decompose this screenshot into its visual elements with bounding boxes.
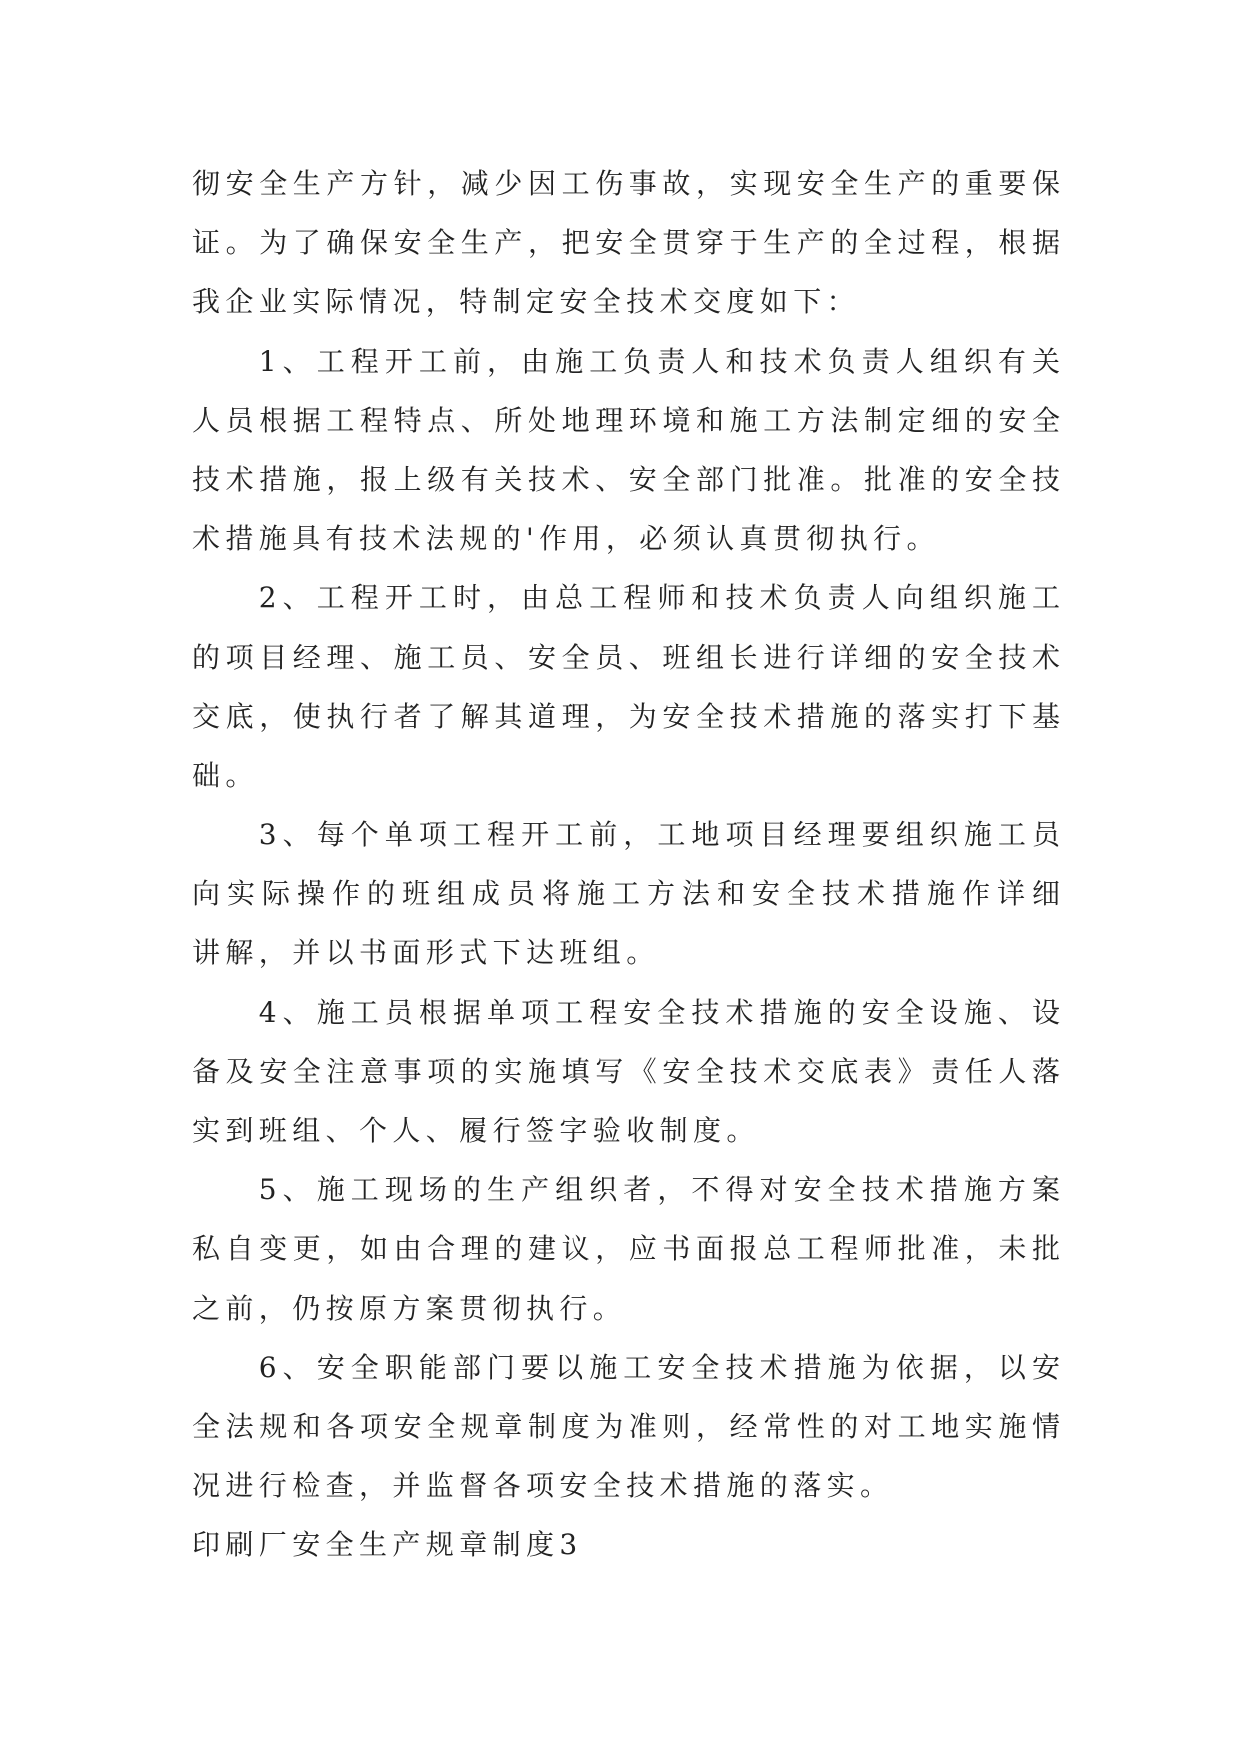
text-line: 6、安全职能部门要以施工安全技术措施为依据，以安 <box>258 1350 1060 1384</box>
text-line: 证。为了确保安全生产，把安全贯穿于生产的全过程，根据 <box>192 226 1060 260</box>
text-line: 的项目经理、施工员、安全员、班组长进行详细的安全技术 <box>192 640 1060 674</box>
text-line: 人员根据工程特点、所处地理环境和施工方法制定细的安全 <box>192 403 1060 437</box>
text-line: 技术措施，报上级有关技术、安全部门批准。批准的安全技 <box>192 462 1060 496</box>
text-line: 4、施工员根据单项工程安全技术措施的安全设施、设 <box>258 995 1060 1029</box>
text-line: 备及安全注意事项的实施填写《安全技术交底表》责任人落 <box>192 1054 1060 1088</box>
text-line: 2、工程开工时，由总工程师和技术负责人向组织施工 <box>258 581 1060 615</box>
text-line: 5、施工现场的生产组织者，不得对安全技术措施方案 <box>258 1173 1060 1207</box>
paragraph-item-1 <box>192 332 1060 569</box>
text-line: 1、工程开工前，由施工负责人和技术负责人组织有关 <box>258 344 1060 378</box>
text-line: 我企业实际情况，特制定安全技术交度如下： <box>192 285 861 319</box>
text-line: 向实际操作的班组成员将施工方法和安全技术措施作详细 <box>192 877 1060 911</box>
text-line: 况进行检查，并监督各项安全技术措施的落实。 <box>192 1469 894 1503</box>
text-line: 之前，仍按原方案贯彻执行。 <box>192 1291 627 1325</box>
text-line: 讲解，并以书面形式下达班组。 <box>192 936 660 970</box>
text-line: 术措施具有技术法规的'作用，必须认真贯彻执行。 <box>192 522 940 556</box>
document-body <box>192 154 1060 1575</box>
text-line: 交底，使执行者了解其道理，为安全技术措施的落实打下基 <box>192 699 1060 733</box>
text-line: 3、每个单项工程开工前，工地项目经理要组织施工员 <box>258 818 1060 852</box>
paragraph-item-3 <box>192 805 1060 983</box>
paragraph-item-2 <box>192 568 1060 805</box>
paragraph-intro <box>192 154 1060 332</box>
text-line: 础。 <box>192 758 259 792</box>
paragraph-item-6 <box>192 1338 1060 1516</box>
text-line: 全法规和各项安全规章制度为准则，经常性的对工地实施情 <box>192 1409 1060 1443</box>
paragraph-item-4 <box>192 983 1060 1161</box>
text-line: 实到班组、个人、履行签字验收制度。 <box>192 1114 760 1147</box>
text-line: 私自变更，如由合理的建议，应书面报总工程师批准，未批 <box>192 1232 1060 1266</box>
paragraph-item-5 <box>192 1160 1060 1338</box>
text-line: 彻安全生产方针，减少因工伤事故，实现安全生产的重要保 <box>192 167 1060 200</box>
section-title: 印刷厂安全生产规章制度3 <box>192 1528 583 1562</box>
